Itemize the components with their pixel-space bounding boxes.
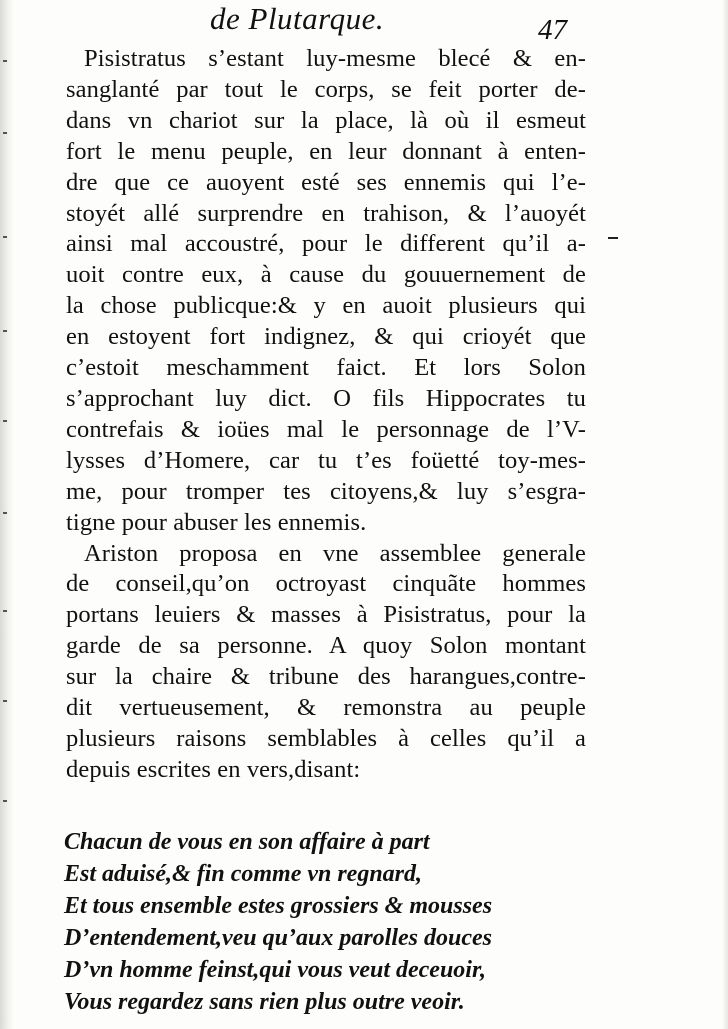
text-line: plusieurs raisons semblables à celles qu’il a (66, 724, 586, 752)
text-line: Pisistratus s’estant luy-mesme blecé & en- (84, 45, 586, 72)
text-line: dre que ce auoyent esté ses ennemis qui l’e- (66, 168, 586, 196)
text-line: me, pour tromper tes citoyens,& luy s’esgra- (66, 477, 586, 505)
text-line: dit vertueusement, & remonstra au peuple (66, 694, 586, 722)
binding-gutter (0, 0, 14, 1029)
text-line: depuis escrites en vers,disant: (66, 755, 361, 783)
text-line: uoit contre eux, à cause du gouuernement de (66, 261, 586, 289)
gutter-mark (3, 610, 7, 612)
text-line: la chose publicque:& y en auoit plusieurs qui (66, 292, 586, 320)
text-line: garde de sa personne. A quoy Solon montant (66, 632, 586, 660)
page-edge (722, 0, 728, 1029)
text-line: s’approchant luy dict. O fils Hippocrates tu (66, 384, 586, 412)
gutter-mark (3, 132, 7, 134)
verse-quotation (64, 826, 564, 1018)
text-line: fort le menu peuple, en leur donnant à enten- (66, 137, 586, 165)
text-line: dans vn chariot sur la place, là où il esmeut (66, 106, 586, 134)
gutter-mark (3, 800, 7, 802)
verse-line: Chacun de vous en son affaire à part (64, 829, 430, 855)
text-line: ainsi mal accoustré, pour le different qu’il a- (66, 230, 586, 258)
body-text (66, 44, 586, 786)
text-line: Ariston proposa en vne assemblee generale (84, 539, 586, 567)
text-line: en estoyent fort indignez, & qui crioyét que (66, 323, 586, 351)
text-line: c’estoit meschamment faict. Et lors Solon (66, 354, 586, 382)
gutter-mark (3, 330, 7, 332)
verse-line: Et tous ensemble estes grossiers & mousses (64, 893, 493, 919)
verse-line: Est aduisé,& fin comme vn regnard, (64, 861, 423, 887)
gutter-mark (3, 512, 7, 514)
text-line: sanglanté par tout le corps, se feit porter de- (66, 75, 586, 103)
text-line: de conseil,qu’on octroyast cinquãte hommes (66, 570, 586, 598)
page-number: 47 (538, 14, 567, 46)
text-line: sur la chaire & tribune des harangues,contre- (66, 663, 586, 691)
gutter-mark (3, 236, 7, 238)
running-head: de Plutarque. (210, 1, 385, 36)
text-line: stoyét allé surprendre en trahison, & l’auoyét (66, 199, 586, 227)
text-line: tigne pour abuser les ennemis. (66, 508, 367, 536)
text-line: portans leuiers & masses à Pisistratus, pour la (66, 601, 586, 629)
verse-line: D’vn homme feinst,qui vous veut deceuoir, (64, 957, 486, 983)
text-line: lysses d’Homere, car tu t’es foüetté toy-mes- (66, 446, 586, 474)
gutter-mark (3, 700, 7, 702)
text-line: contrefais & ioües mal le personnage de l’V- (66, 415, 586, 443)
verse-line: D’entendement,veu qu’aux parolles douces (64, 925, 492, 951)
gutter-mark (3, 420, 7, 422)
verse-line: Vous regardez sans rien plus outre veoir. (64, 989, 465, 1015)
gutter-mark (3, 60, 7, 62)
margin-mark (608, 237, 618, 239)
